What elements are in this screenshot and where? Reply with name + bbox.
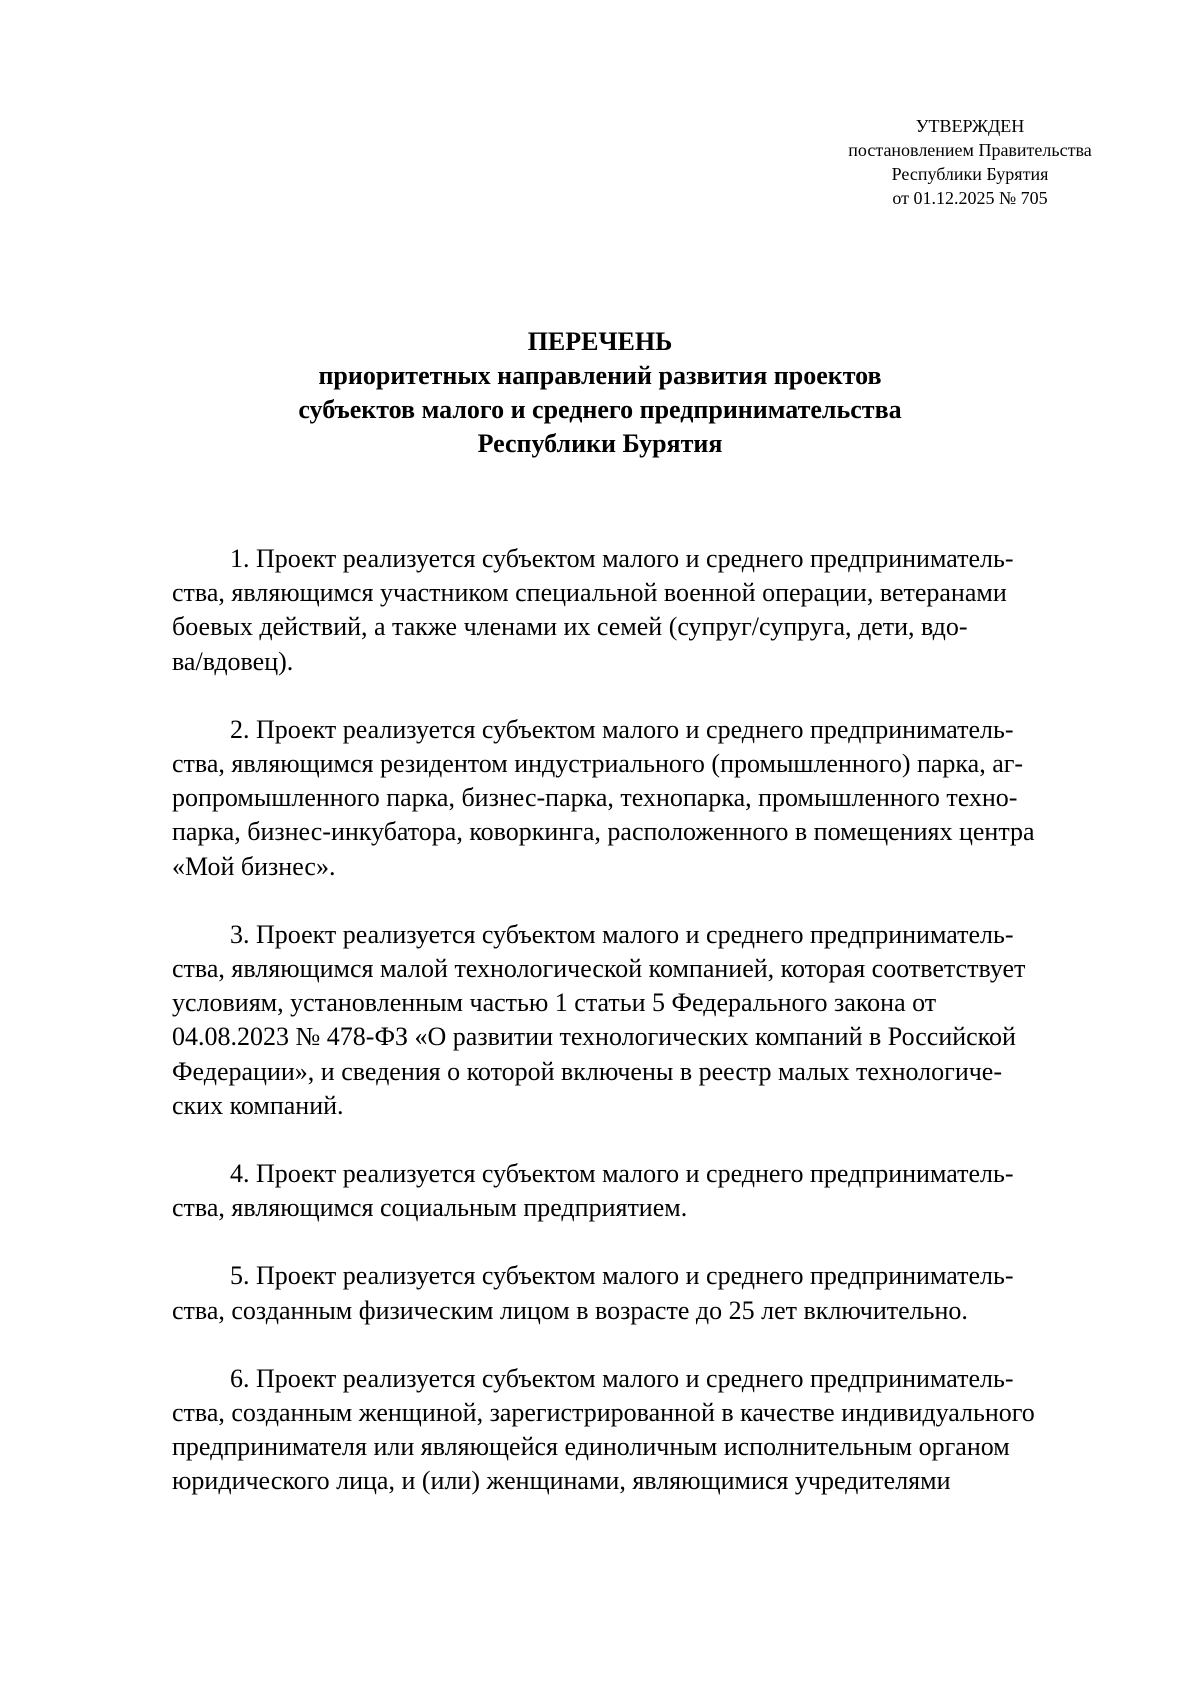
paragraph-line: предпринимателя или являющейся единоличным исполнительным органом	[172, 1432, 1010, 1462]
paragraph-line: ских компаний.	[172, 1090, 344, 1120]
paragraph-line: боевых действий, а также членами их семей (супруг/супруга, дети, вдо-	[172, 612, 968, 642]
paragraph-line: 3. Проект реализуется субъектом малого и среднего предприниматель-	[230, 919, 1014, 949]
paragraph-5	[172, 1259, 1112, 1327]
title-line-2: приоритетных направлений развития проектов	[318, 361, 882, 390]
paragraph-line: ства, созданным физическим лицом в возрасте до 25 лет включительно.	[172, 1295, 968, 1325]
approval-line-1: УТВЕРЖДЕН	[915, 116, 1025, 136]
paragraph-6	[172, 1362, 1112, 1499]
approval-line-4: от 01.12.2025 № 705	[892, 188, 1048, 208]
paragraph-line: ства, являющимся малой технологической компанией, которая соответствует	[172, 954, 1026, 984]
paragraph-line: 6. Проект реализуется субъектом малого и среднего предприниматель-	[230, 1363, 1014, 1393]
paragraph-line: условиям, установленным частью 1 статьи 5 Федерального закона от	[172, 988, 937, 1018]
paragraph-2	[172, 713, 1112, 884]
paragraph-line: юридического лица, и (или) женщинами, являющимися учредителями	[172, 1466, 951, 1496]
paragraph-line: ства, являющимся социальным предприятием.	[172, 1193, 688, 1223]
paragraph-line: ва/вдовец).	[172, 646, 294, 676]
approval-stamp	[820, 114, 1120, 210]
paragraph-line: 1. Проект реализуется субъектом малого и среднего предприниматель-	[230, 544, 1014, 573]
paragraph-line: ропромышленного парка, бизнес-парка, технопарка, промышленного техно-	[172, 783, 1018, 813]
paragraph-line: ства, являющимся участником специальной военной операции, ветеранами	[172, 578, 1007, 608]
title-line-3: субъектов малого и среднего предпринимательства	[298, 395, 902, 424]
paragraph-1	[172, 542, 1112, 679]
paragraph-4	[172, 1157, 1112, 1225]
paragraph-line: парка, бизнес-инкубатора, коворкинга, расположенного в помещениях центра	[172, 817, 1035, 847]
document-title	[0, 325, 1200, 461]
paragraph-line: ства, созданным женщиной, зарегистрированной в качестве индивидуального	[172, 1398, 1035, 1428]
paragraph-line: Федерации», и сведения о которой включены в реестр малых технологиче-	[172, 1056, 1003, 1086]
paragraph-line: 4. Проект реализуется субъектом малого и среднего предприниматель-	[230, 1159, 1014, 1189]
paragraph-line: 04.08.2023 № 478-ФЗ «О развитии технологических компаний в Российской	[172, 1022, 1016, 1052]
approval-line-3: Республики Бурятия	[891, 164, 1049, 184]
paragraph-line: 5. Проект реализуется субъектом малого и среднего предприниматель-	[230, 1261, 1014, 1291]
paragraph-line: 2. Проект реализуется субъектом малого и среднего предприниматель-	[230, 714, 1014, 744]
paragraph-line: «Мой бизнес».	[172, 851, 336, 881]
paragraph-line: ства, являющимся резидентом индустриального (промышленного) парка, аг-	[172, 749, 1024, 779]
title-line-4: Республики Бурятия	[477, 429, 723, 458]
document-body	[172, 542, 1112, 1533]
approval-line-2: постановлением Правительства	[848, 140, 1092, 160]
paragraph-3	[172, 918, 1112, 1123]
title-line-1: ПЕРЕЧЕНЬ	[527, 327, 673, 356]
